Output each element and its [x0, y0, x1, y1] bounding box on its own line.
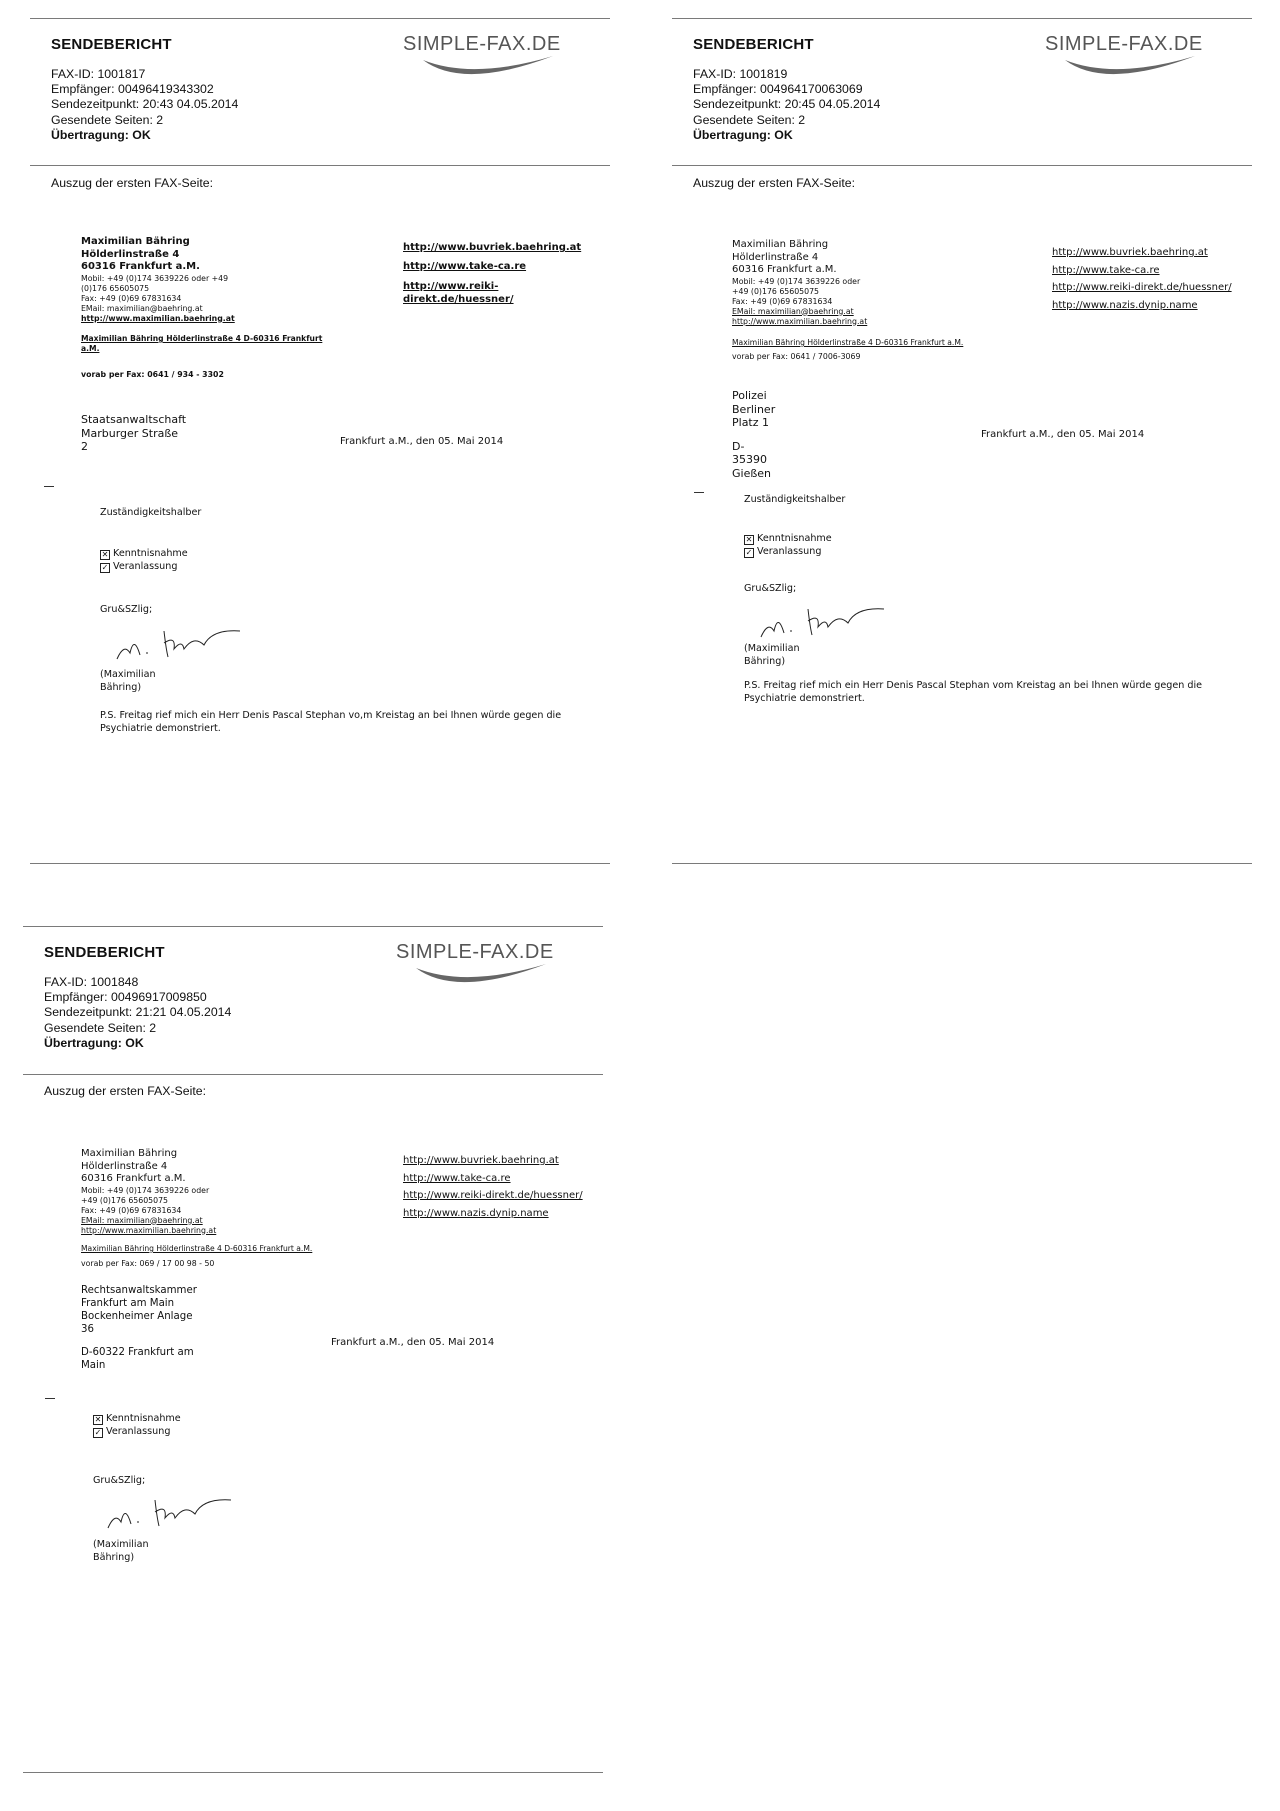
report-title: SENDEBERICHT — [44, 944, 165, 961]
fold-mark — [45, 1398, 55, 1399]
return-address: Maximilian Bähring Hölderlinstraße 4 D-60316 Frankfurt a.M. — [732, 338, 964, 347]
checkbox-item: ✓ Veranlassung — [101, 561, 178, 572]
divider — [672, 165, 1252, 166]
via-fax-line: vorab per Fax: 069 / 17 00 98 - 50 — [81, 1259, 215, 1268]
sender-name: Maximilian Bähring — [81, 1148, 178, 1159]
recipient-address — [81, 1284, 197, 1372]
link-list — [403, 1152, 583, 1222]
svg-text:SIMPLE-FAX.DE: SIMPLE-FAX.DE — [396, 941, 554, 963]
checkbox-item: ✕ Kenntnisnahme — [94, 1413, 181, 1424]
subject-line: Zuständigkeitshalber — [744, 494, 846, 505]
recipient-line: Staatsanwaltschaft — [81, 413, 187, 426]
simple-fax-logo — [403, 30, 599, 80]
recipient-city: D-35390 Gießen — [732, 439, 772, 480]
svg-text:SIMPLE-FAX.DE: SIMPLE-FAX.DE — [403, 33, 561, 55]
checkmark-box-icon: ✓ — [101, 563, 109, 572]
link-item: http://www.buvriek.baehring.at — [403, 1155, 559, 1166]
signature-image — [112, 623, 242, 665]
sender-block — [81, 236, 235, 324]
checked-box-icon: ✕ — [94, 1415, 102, 1424]
pages-sent: Gesendete Seiten: 2 — [693, 112, 806, 127]
via-fax-line: vorab per Fax: 0641 / 934 - 3302 — [81, 370, 224, 379]
signature-image — [756, 601, 886, 643]
sender-email: EMail: maximilian@baehring.at — [81, 303, 203, 313]
sender-name: Maximilian Bähring — [81, 236, 190, 247]
transmission-status: Übertragung: OK — [693, 127, 793, 142]
divider — [23, 1772, 603, 1773]
signature-name: (Maximilian Bähring) — [100, 669, 156, 693]
recipient-city: D-60322 Frankfurt am Main — [81, 1347, 194, 1371]
date-line: Frankfurt a.M., den 05. Mai 2014 — [340, 436, 504, 447]
fax-report-2 — [672, 18, 1252, 886]
recipient-line: Marburger Straße 2 — [81, 426, 179, 453]
sender-mobile: Mobil: +49 (0)174 3639226 oder +49 (0)176 65605075 — [81, 273, 229, 293]
checkmark-box-icon: ✓ — [94, 1428, 102, 1437]
checkbox-list — [100, 547, 188, 573]
checkbox-list — [93, 1412, 181, 1438]
sender-city: 60316 Frankfurt a.M. — [732, 264, 837, 275]
checkmark-box-icon: ✓ — [745, 548, 753, 557]
return-address: Maximilian Bähring Hölderlinstraße 4 D-60316 Frankfurt a.M. — [81, 334, 323, 353]
checkbox-list — [744, 532, 832, 558]
postscript: P.S. Freitag rief mich ein Herr Denis Pascal Stephan vo,m Kreistag an bei Ihnen würde gegen die Psychiatrie demonstriert. — [100, 710, 562, 734]
report-title: SENDEBERICHT — [51, 36, 172, 53]
sender-fax: Fax: +49 (0)69 67831634 — [81, 1205, 182, 1215]
greeting: Gru&SZlig; — [100, 604, 153, 615]
link-list — [1052, 244, 1232, 314]
postscript: P.S. Freitag rief mich ein Herr Denis Pascal Stephan vom Kreistag an bei Ihnen würde gegen die Psychiatrie demonstriert. — [744, 680, 1203, 704]
recipient-line: Frankfurt am Main — [81, 1298, 175, 1309]
divider — [30, 165, 610, 166]
sender-block — [732, 239, 867, 327]
recipient-address — [81, 413, 186, 454]
pages-sent: Gesendete Seiten: 2 — [51, 112, 164, 127]
sender-street: Hölderlinstraße 4 — [81, 248, 180, 260]
sender-block — [81, 1148, 216, 1236]
sender-street: Hölderlinstraße 4 — [732, 251, 819, 263]
report-info — [44, 975, 231, 1051]
checked-box-icon: ✕ — [745, 535, 753, 544]
sender-website: http://www.maximilian.baehring.at — [81, 1225, 217, 1235]
divider — [30, 863, 610, 864]
subject-line: Zuständigkeitshalber — [100, 507, 202, 518]
fax-report-3 — [23, 926, 603, 1796]
checkbox-item: ✕ Kenntnisnahme — [101, 548, 188, 559]
link-item: http://www.buvriek.baehring.at — [403, 242, 582, 253]
link-item: http://www.nazis.dynip.name — [403, 1207, 549, 1219]
recipient-address — [732, 389, 775, 480]
recipient-number: Empfänger: 00496917009850 — [44, 990, 207, 1005]
sender-name: Maximilian Bähring — [732, 239, 829, 250]
sender-mobile: Mobil: +49 (0)174 3639226 oder +49 (0)176 65605075 — [81, 1185, 210, 1205]
date-line: Frankfurt a.M., den 05. Mai 2014 — [981, 429, 1145, 440]
link-item: http://www.take-ca.re — [403, 1172, 511, 1184]
return-address: Maximilian Bähring Hölderlinstraße 4 D-60316 Frankfurt a.M. — [81, 1244, 313, 1253]
fax-report-1 — [30, 18, 610, 886]
signature-name: (Maximilian Bähring) — [744, 643, 800, 667]
via-fax-line: vorab per Fax: 0641 / 7006-3069 — [732, 352, 861, 361]
transmission-status: Übertragung: OK — [44, 1035, 144, 1050]
checked-box-icon: ✕ — [101, 550, 109, 559]
excerpt-label: Auszug der ersten FAX-Seite: — [693, 176, 855, 190]
divider — [672, 863, 1252, 864]
divider — [23, 926, 603, 927]
link-item: http://www.buvriek.baehring.at — [1052, 247, 1208, 258]
recipient-line: Rechtsanwaltskammer — [81, 1285, 197, 1296]
fold-mark — [44, 486, 54, 487]
divider — [30, 18, 610, 19]
fold-mark — [694, 492, 704, 493]
simple-fax-logo — [1045, 30, 1241, 80]
sender-email: EMail: maximilian@baehring.at — [81, 1215, 203, 1225]
divider — [672, 18, 1252, 19]
report-info — [51, 67, 238, 143]
link-item: http://www.nazis.dynip.name — [1052, 299, 1198, 311]
recipient-number: Empfänger: 00496419343302 — [51, 82, 214, 97]
send-time: Sendezeitpunkt: 20:45 04.05.2014 — [693, 97, 881, 112]
divider — [23, 1074, 603, 1075]
sender-fax: Fax: +49 (0)69 67831634 — [732, 296, 833, 306]
simple-fax-logo — [396, 938, 592, 988]
sender-mobile: Mobil: +49 (0)174 3639226 oder +49 (0)176 65605075 — [732, 276, 861, 296]
recipient-line: Polizei — [732, 389, 767, 402]
sender-street: Hölderlinstraße 4 — [81, 1160, 168, 1172]
excerpt-label: Auszug der ersten FAX-Seite: — [51, 176, 213, 190]
recipient-line: Bockenheimer Anlage 36 — [81, 1311, 193, 1335]
pages-sent: Gesendete Seiten: 2 — [44, 1020, 157, 1035]
send-time: Sendezeitpunkt: 20:43 04.05.2014 — [51, 97, 239, 112]
excerpt-label: Auszug der ersten FAX-Seite: — [44, 1084, 206, 1098]
fax-id: FAX-ID: 1001819 — [693, 67, 788, 81]
link-item: http://www.reiki-direkt.de/huessner/ — [1052, 282, 1232, 293]
fax-id: FAX-ID: 1001817 — [51, 67, 146, 81]
recipient-line: Berliner Platz 1 — [732, 402, 776, 429]
sender-city: 60316 Frankfurt a.M. — [81, 261, 200, 272]
report-title: SENDEBERICHT — [693, 36, 814, 53]
checkbox-item: ✓ Veranlassung — [94, 1426, 171, 1437]
send-time: Sendezeitpunkt: 21:21 04.05.2014 — [44, 1005, 232, 1020]
link-item: http://www.take-ca.re — [403, 261, 527, 272]
transmission-status: Übertragung: OK — [51, 127, 151, 142]
signature-image — [103, 1492, 233, 1534]
checkbox-item: ✕ Kenntnisnahme — [745, 533, 832, 544]
greeting: Gru&SZlig; — [93, 1475, 146, 1486]
link-list — [403, 242, 581, 306]
sender-email: EMail: maximilian@baehring.at — [732, 306, 854, 316]
greeting: Gru&SZlig; — [744, 583, 797, 594]
checkbox-item: ✓ Veranlassung — [745, 546, 822, 557]
recipient-number: Empfänger: 004964170063069 — [693, 82, 863, 97]
link-item: http://www.take-ca.re — [1052, 264, 1160, 276]
report-info — [693, 67, 880, 143]
sender-website: http://www.maximilian.baehring.at — [732, 316, 868, 326]
date-line: Frankfurt a.M., den 05. Mai 2014 — [331, 1337, 495, 1348]
signature-name: (Maximilian Bähring) — [93, 1539, 149, 1563]
link-item: http://www.reiki-direkt.de/huessner/ — [403, 1190, 583, 1201]
link-item: http://www.reiki-direkt.de/huessner/ — [403, 281, 514, 305]
svg-text:SIMPLE-FAX.DE: SIMPLE-FAX.DE — [1045, 33, 1203, 55]
fax-id: FAX-ID: 1001848 — [44, 975, 139, 989]
sender-fax: Fax: +49 (0)69 67831634 — [81, 293, 182, 303]
sender-website: http://www.maximilian.baehring.at — [81, 313, 235, 323]
sender-city: 60316 Frankfurt a.M. — [81, 1173, 186, 1184]
